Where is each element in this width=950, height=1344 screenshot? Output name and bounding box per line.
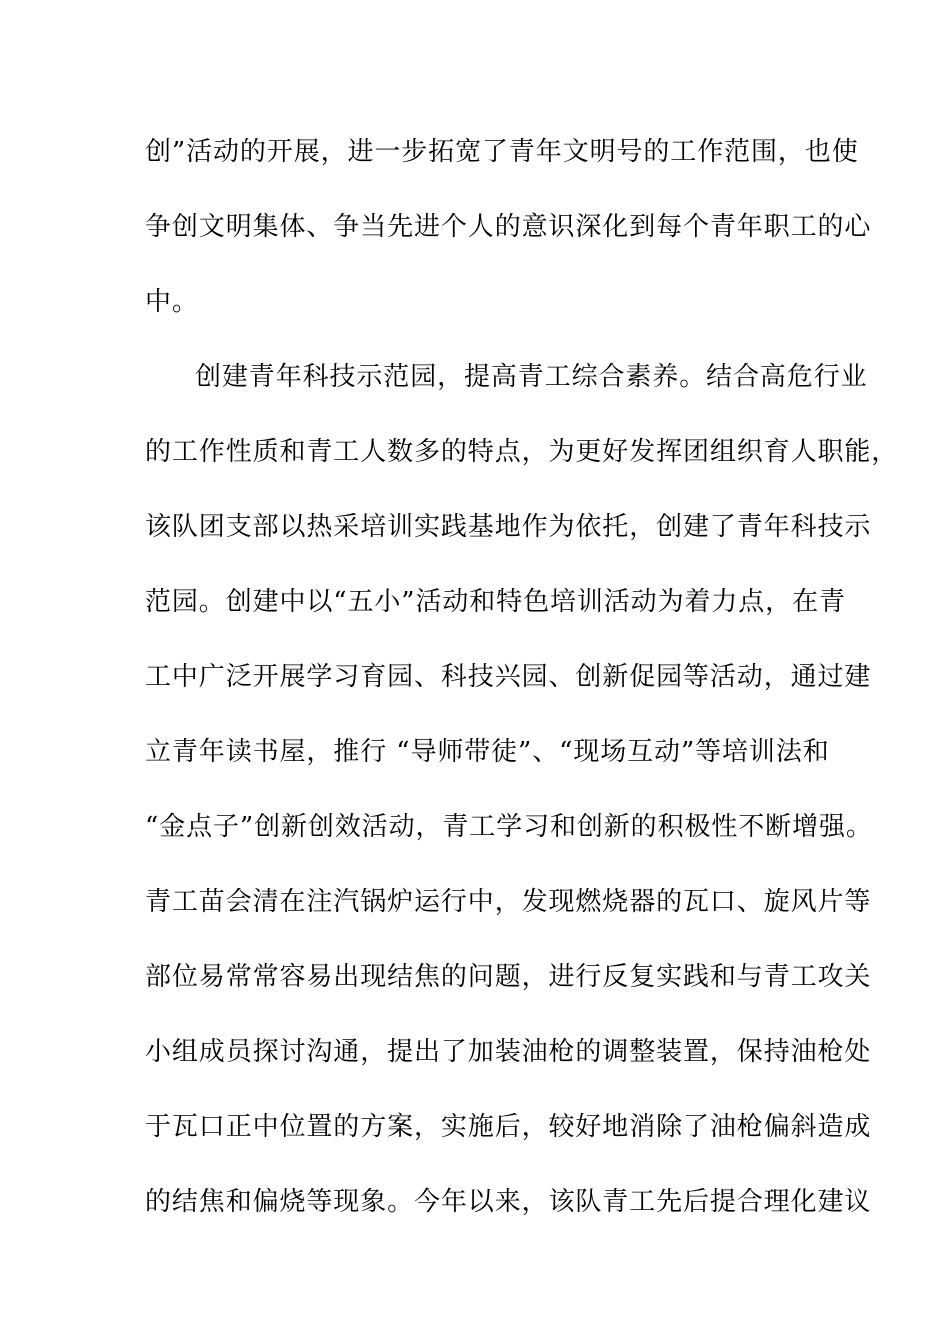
text-line: 中。 (145, 287, 199, 317)
text-line: 的工作性质和青工人数多的特点，为更好发挥团组织育人职能， (145, 437, 899, 467)
text-line: 青工苗会清在注汽锅炉运行中，发现燃烧器的瓦口、旋风片等 (145, 887, 872, 917)
text-line: 创”活动的开展，进一步拓宽了青年文明号的工作范围，也使 (145, 137, 859, 167)
text-line: 于瓦口正中位置的方案，实施后，较好地消除了油枪偏斜造成 (145, 1112, 872, 1142)
text-line: 该队团支部以热采培训实践基地作为依托，创建了青年科技示 (145, 512, 872, 542)
text-line: 范园。创建中以“五小”活动和特色培训活动为着力点，在青 (145, 587, 846, 617)
text-line: 的结焦和偏烧等现象。今年以来，该队青工先后提合理化建议 (145, 1187, 872, 1217)
text-line: 立青年读书屋，推行 “导师带徒”、“现场互动”等培训法和 (145, 737, 830, 767)
text-line: 小组成员探讨沟通，提出了加装油枪的调整装置，保持油枪处 (145, 1037, 872, 1067)
text-line: 争创文明集体、争当先进个人的意识深化到每个青年职工的心 (145, 212, 872, 242)
paragraph-first-line: 创建青年科技示范园，提高青工综合素养。结合高危行业 (195, 362, 868, 392)
text-line: “金点子”创新创效活动，青工学习和创新的积极性不断增强。 (145, 812, 873, 842)
text-line: 工中广泛开展学习育园、科技兴园、创新促园等活动，通过建 (145, 662, 872, 692)
body-text (145, 128, 899, 1253)
text-line: 部位易常常容易出现结焦的问题，进行反复实践和与青工攻关 (145, 962, 872, 992)
